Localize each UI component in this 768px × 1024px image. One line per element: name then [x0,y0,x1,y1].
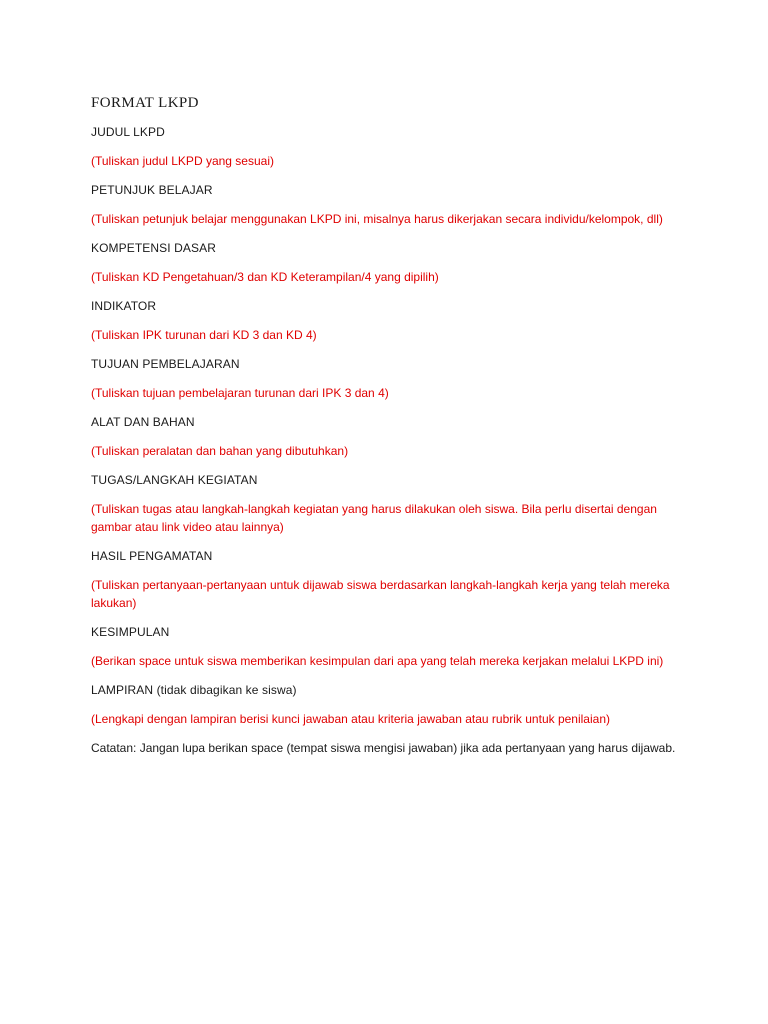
section-heading-alat: ALAT DAN BAHAN [91,415,195,429]
section-heading-kompetensi: KOMPETENSI DASAR [91,241,216,255]
section-heading-tujuan: TUJUAN PEMBELAJARAN [91,357,240,371]
document-title: FORMAT LKPD [91,95,199,111]
section-heading-petunjuk: PETUNJUK BELAJAR [91,183,213,197]
section-note-indikator: (Tuliskan IPK turunan dari KD 3 dan KD 4) [91,328,317,342]
section-heading-indikator: INDIKATOR [91,299,157,313]
section-note-tugas: (Tuliskan tugas atau langkah-langkah kegiatan yang harus dilakukan oleh siswa. Bila perlu disertai dengan gambar atau link video atau lainnya) [91,502,657,534]
section-heading-kesimpulan: KESIMPULAN [91,625,170,639]
section-heading-lampiran [91,681,681,699]
section-note-kesimpulan: (Berikan space untuk siswa memberikan kesimpulan dari apa yang telah mereka kerjakan melalui LKPD ini) [91,654,664,668]
lampiran-label: LAMPIRAN [91,683,154,697]
lampiran-sub-label: (tidak dibagikan ke siswa) [153,683,297,697]
catatan-text: Catatan: Jangan lupa berikan space (tempat siswa mengisi jawaban) jika ada pertanyaan yang harus dijawab. [91,741,676,755]
section-note-judul: (Tuliskan judul LKPD yang sesuai) [91,154,274,168]
section-note-kompetensi: (Tuliskan KD Pengetahuan/3 dan KD Keterampilan/4 yang dipilih) [91,270,439,284]
section-note-petunjuk: (Tuliskan petunjuk belajar menggunakan LKPD ini, misalnya harus dikerjakan secara individu/kelompok, dll) [91,212,663,226]
document-page [91,93,681,757]
section-note-alat: (Tuliskan peralatan dan bahan yang dibutuhkan) [91,444,349,458]
section-heading-judul: JUDUL LKPD [91,125,165,139]
section-heading-hasil: HASIL PENGAMATAN [91,549,213,563]
section-note-tujuan: (Tuliskan tujuan pembelajaran turunan dari IPK 3 dan 4) [91,386,389,400]
section-note-hasil: (Tuliskan pertanyaan-pertanyaan untuk dijawab siswa berdasarkan langkah-langkah kerja yang telah mereka lakukan) [91,578,670,610]
section-heading-tugas: TUGAS/LANGKAH KEGIATAN [91,473,258,487]
section-note-lampiran: (Lengkapi dengan lampiran berisi kunci jawaban atau kriteria jawaban atau rubrik untuk penilaian) [91,712,610,726]
